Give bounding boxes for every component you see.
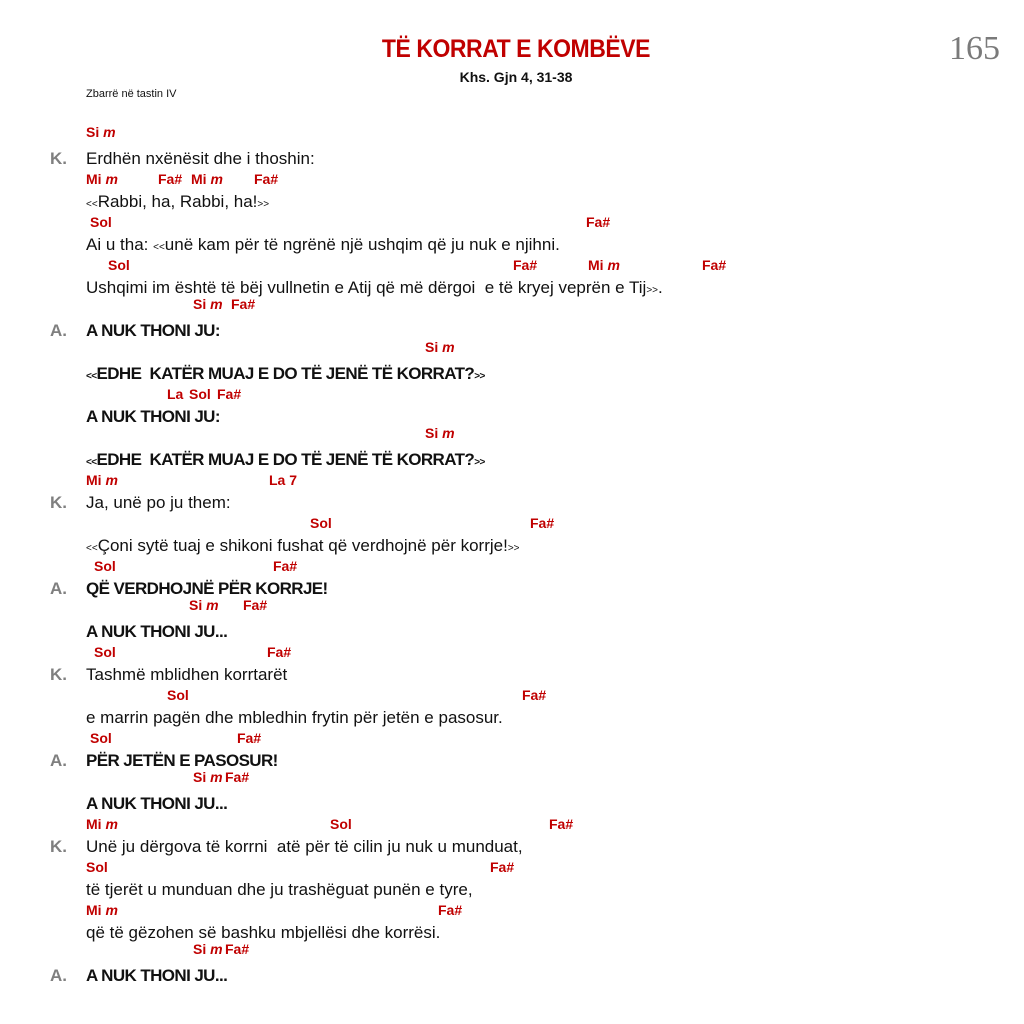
lyric-row [0,192,1024,214]
chord [225,941,249,957]
chord-root: Fa# [549,816,574,832]
chord [243,597,267,613]
chord-root: Si [193,941,207,957]
song-title: TË KORRAT E KOMBËVE [381,35,651,63]
lyric-text: që të gëzohen së bashku mbjellësi dhe korrësi. [86,923,441,942]
lyric-line [86,536,520,556]
lyric-line [86,837,523,857]
chord-row [0,472,1024,494]
chord-root: Sol [86,859,108,875]
chord-row [0,941,1024,963]
lyric-line [86,665,287,685]
chord [490,859,514,875]
chord-quality: m [105,171,118,187]
chord [425,339,455,355]
speaker-label: K. [50,837,67,856]
quote-mark: << [153,242,165,253]
lyric-line [86,407,220,427]
chord [254,171,278,187]
chord-root: Fa# [530,515,555,531]
chord [217,386,241,402]
lyric-text: QË VERDHOJNË PËR KORRJE! [86,579,328,598]
chord-row [0,386,1024,408]
lyric-text: EDHE KATËR MUAJ E DO TË JENË TË KORRAT? [96,364,475,383]
lyric-text: PËR JETËN E PASOSUR! [86,751,278,770]
chord-root: La [167,386,184,402]
chord [193,769,223,785]
chord-quality: m [105,902,118,918]
chord-root: Mi [191,171,207,187]
chord-root: Sol [330,816,352,832]
speaker-label: A. [50,966,67,985]
quote-mark: >> [474,457,485,468]
chord-quality: m [103,124,116,140]
chord-row [0,214,1024,236]
lyric-text: Erdhën nxënësit dhe i thoshin: [86,149,315,168]
chord [269,472,297,488]
chord-root: Sol [90,730,112,746]
lyric-line [86,794,227,814]
lyric-text: A NUK THONI JU: [86,407,220,426]
chord-row [0,730,1024,752]
lyric-text: Rabbi, ha, Rabbi, ha! [97,192,258,211]
chord [158,171,182,187]
chord-row [0,339,1024,361]
speaker-label: K. [50,149,67,168]
chord-root: Sol [167,687,189,703]
chord [586,214,610,230]
lyric-text: unë kam për të ngrënë një ushqim që ju nuk e njihni. [164,235,560,254]
lyric-text: Tashmë mblidhen korrtarët [86,665,288,684]
chord-quality: m [442,425,455,441]
lyric-text: A NUK THONI JU... [86,966,228,985]
lyric-line [86,149,315,169]
speaker-label: A. [50,751,67,770]
lyric-row [0,450,1024,472]
chord-row [0,902,1024,924]
speaker-label: K. [50,493,67,512]
chord-row [0,597,1024,619]
chord [425,425,455,441]
chord-quality: m [210,296,223,312]
chord-quality: m [210,171,223,187]
chord [237,730,261,746]
chord-row [0,859,1024,881]
lyric-text: Ja, unë po ju them: [86,493,231,512]
chord-row [0,124,1024,146]
lyric-line [86,579,328,599]
chord-root: Mi [86,171,102,187]
quote-mark: << [86,371,97,382]
lyric-line [86,493,231,513]
chord-root: Sol [90,214,112,230]
lyric-row [0,149,1024,171]
lyric-line [86,880,473,900]
chord-quality: m [105,472,118,488]
lyric-line [86,966,227,986]
quote-mark: << [86,199,98,210]
chord [330,816,352,832]
chord-row [0,425,1024,447]
chord-root: Fa# [513,257,538,273]
lyric-text: A NUK THONI JU... [86,794,228,813]
speaker-label: A. [50,579,67,598]
chord-root: La 7 [269,472,298,488]
lyric-text: Ushqimi im është të bëj vullnetin e Atij që më dërgoi e të kryej veprën e Tij [86,278,647,297]
lyric-row [0,665,1024,687]
chord-row [0,515,1024,537]
page-number: 165 [949,30,1000,67]
chord-root: Fa# [231,296,256,312]
chord-quality: m [210,941,223,957]
lyric-row [0,708,1024,730]
chord-quality: m [607,257,620,273]
chord-root: Fa# [225,941,250,957]
chord-root: Fa# [702,257,727,273]
chord-quality: m [105,816,118,832]
lyric-line [86,235,560,255]
chord-root: Sol [189,386,211,402]
chord-row [0,257,1024,279]
chord-root: Sol [94,644,116,660]
lyric-line [86,923,440,943]
chord [193,941,223,957]
chord [108,257,130,273]
lyric-row [0,493,1024,515]
chord-root: Fa# [217,386,242,402]
lyric-text: Ai u tha: [86,235,154,254]
chord-row [0,687,1024,709]
chord [267,644,291,660]
chord [94,558,116,574]
lyric-line [86,708,503,728]
chord-row [0,296,1024,318]
lyric-line [86,622,227,642]
chord [167,386,183,402]
chord [702,257,726,273]
lyric-line [86,192,269,212]
chord-row [0,769,1024,791]
chord-root: Si [86,124,100,140]
chord [513,257,537,273]
lyric-row [0,794,1024,816]
quote-mark: >> [507,543,520,554]
chord [86,171,118,187]
quote-mark: >> [257,199,270,210]
chord-quality: m [206,597,219,613]
chord [225,769,249,785]
chord [86,902,118,918]
lyric-line [86,450,485,470]
chord-root: Fa# [225,769,250,785]
speaker-label: A. [50,321,67,340]
chord [193,296,223,312]
lyric-text: Unë ju dërgova të korrni atë për të cilin ju nuk u munduat, [86,837,523,856]
lyric-text: të tjerët u munduan dhe ju trashëguat punën e tyre, [86,880,473,899]
chord-row [0,171,1024,193]
chord-root: Fa# [586,214,611,230]
lyric-row [0,837,1024,859]
lyric-text: e marrin pagën dhe mbledhin frytin për jetën e pasosur. [86,708,503,727]
lyric-line [86,278,663,298]
lyric-text: Çoni sytë tuaj e shikoni fushat që verdhojnë për korrje! [97,536,508,555]
lyric-row [0,364,1024,386]
chord-quality: m [442,339,455,355]
chord [522,687,546,703]
chord [94,644,116,660]
lyric-row [0,622,1024,644]
chord [90,730,112,746]
chord [273,558,297,574]
lyric-line [86,751,278,771]
quote-mark: << [86,543,98,554]
chord-root: Fa# [243,597,268,613]
quote-mark: >> [646,285,659,296]
chord [588,257,620,273]
chord [86,472,118,488]
chord [90,214,112,230]
chord-root: Si [193,296,207,312]
chord-root: Si [193,769,207,785]
chord-root: Mi [86,902,102,918]
chord-quality: m [210,769,223,785]
chord-row [0,558,1024,580]
chord-root: Si [425,339,439,355]
chord [438,902,462,918]
chord-root: Fa# [438,902,463,918]
lyric-row [0,536,1024,558]
chord-row [0,644,1024,666]
lyric-text: A NUK THONI JU... [86,622,228,641]
scripture-reference: Khs. Gjn 4, 31-38 [459,69,573,85]
chord-root: Sol [310,515,332,531]
chord [310,515,332,531]
lyric-line [86,364,485,384]
chord-root: Fa# [490,859,515,875]
lyric-row [0,235,1024,257]
chord-root: Sol [94,558,116,574]
chord-row [0,816,1024,838]
chord [167,687,189,703]
lyric-row [0,966,1024,988]
chord-root: Fa# [158,171,183,187]
lyric-text: A NUK THONI JU: [86,321,220,340]
chord [530,515,554,531]
chord-root: Sol [108,257,130,273]
chord [86,124,116,140]
chord-root: Mi [86,816,102,832]
chord [189,597,219,613]
chord [86,816,118,832]
speaker-label: K. [50,665,67,684]
chord [231,296,255,312]
chord-root: Fa# [267,644,292,660]
lyric-line [86,321,220,341]
chord [189,386,211,402]
chord [191,171,223,187]
chord [86,859,108,875]
chord-root: Fa# [237,730,262,746]
chord-root: Si [189,597,203,613]
chord-root: Fa# [254,171,279,187]
lyric-row [0,880,1024,902]
chord [549,816,573,832]
quote-mark: << [86,457,97,468]
chord-root: Mi [86,472,102,488]
chord-root: Mi [588,257,604,273]
quote-mark: >> [474,371,485,382]
lyric-text: EDHE KATËR MUAJ E DO TË JENË TË KORRAT? [96,450,475,469]
capo-note: Zbarrë në tastin IV [86,88,177,100]
chord-root: Si [425,425,439,441]
chord-root: Fa# [522,687,547,703]
lyric-text: . [658,278,663,297]
chord-root: Fa# [273,558,298,574]
